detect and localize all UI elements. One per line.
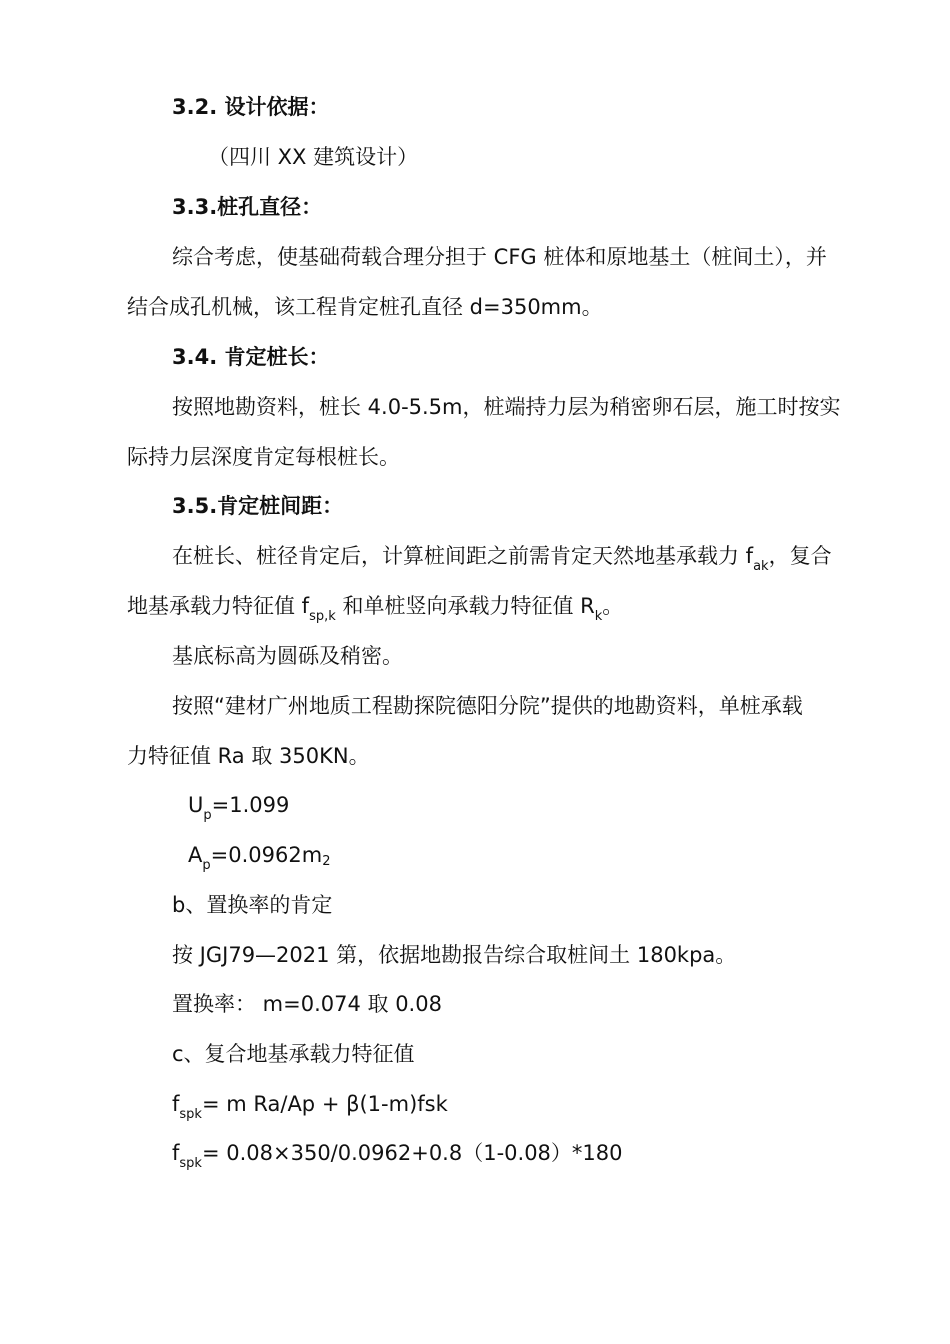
- item-b-line2: 置换率： m=0.074 取 0.08: [172, 992, 442, 1016]
- rk-subscript: k: [594, 609, 603, 624]
- f1-expression: = m Ra/Ap + β(1-m)fsk: [201, 1092, 448, 1116]
- para1-text: 在桩长、桩径肯定后，计算桩间距之前需肯定天然地基承载力 f: [172, 544, 754, 568]
- f2-expression: = 0.08×350/0.0962+0.8（1-0.08）*180: [201, 1141, 623, 1165]
- ap-value: =0.0962m: [210, 843, 323, 867]
- up-value: =1.099: [211, 793, 290, 817]
- up-symbol: U: [188, 793, 204, 817]
- f1-subscript: spk: [179, 1107, 202, 1122]
- section-3-5-para3-line1: 按照“建材广州地质工程勘探院德阳分院”提供的地勘资料，单桩承载: [172, 694, 803, 718]
- f2-subscript: spk: [179, 1156, 202, 1171]
- section-3-4-heading: 3.4. 肯定桩长：: [172, 345, 330, 369]
- fak-subscript: ak: [753, 559, 769, 574]
- section-3-2-heading: 3.2. 设计依据：: [172, 95, 330, 119]
- para1b-mid: 和单桩竖向承载力特征值 R: [335, 594, 595, 618]
- section-3-2-text: （四川 XX 建筑设计）: [208, 145, 419, 169]
- item-b-heading: b、置换率的肯定: [172, 893, 333, 917]
- section-3-5-para1-line2: [127, 592, 624, 624]
- f2-symbol: f: [172, 1141, 180, 1165]
- f1-symbol: f: [172, 1092, 180, 1116]
- formula-up: [188, 791, 290, 823]
- section-3-5-heading: 3.5.肯定桩间距：: [172, 494, 344, 518]
- item-b-line1: 按 JGJ79—2021 第，依据地勘报告综合取桩间土 180kpa。: [172, 943, 737, 967]
- section-3-5-para2: 基底标高为圆砾及稍密。: [172, 644, 403, 668]
- section-3-5-para1-line1: [172, 542, 832, 574]
- formula-fspk-numeric: [172, 1139, 623, 1171]
- section-3-3-heading: 3.3.桩孔直径：: [172, 195, 323, 219]
- section-3-3-line1: 综合考虑，使基础荷载合理分担于 CFG 桩体和原地基土（桩间土），并: [172, 245, 827, 269]
- formula-ap: [188, 841, 330, 876]
- item-c-heading: c、复合地基承载力特征值: [172, 1042, 415, 1066]
- up-subscript: p: [203, 808, 212, 823]
- section-3-4-line2: 际持力层深度肯定每根桩长。: [127, 445, 400, 469]
- ap-subscript: p: [202, 858, 211, 873]
- ap-unit-subscript: 2: [322, 854, 331, 869]
- fspk-subscript: sp,k: [309, 609, 336, 624]
- section-3-3-line2: 结合成孔机械，该工程肯定桩孔直径 d=350mm。: [127, 295, 603, 319]
- para1b-text: 地基承载力特征值 f: [127, 594, 310, 618]
- para1b-end: 。: [602, 594, 624, 618]
- para1-end: ，复合: [768, 544, 832, 568]
- formula-fspk-general: [172, 1090, 448, 1122]
- section-3-4-line1: 按照地勘资料，桩长 4.0-5.5m，桩端持力层为稍密卵石层，施工时按实: [172, 395, 841, 419]
- section-3-5-para3-line2: 力特征值 Ra 取 350KN。: [127, 744, 370, 768]
- ap-symbol: A: [188, 843, 203, 867]
